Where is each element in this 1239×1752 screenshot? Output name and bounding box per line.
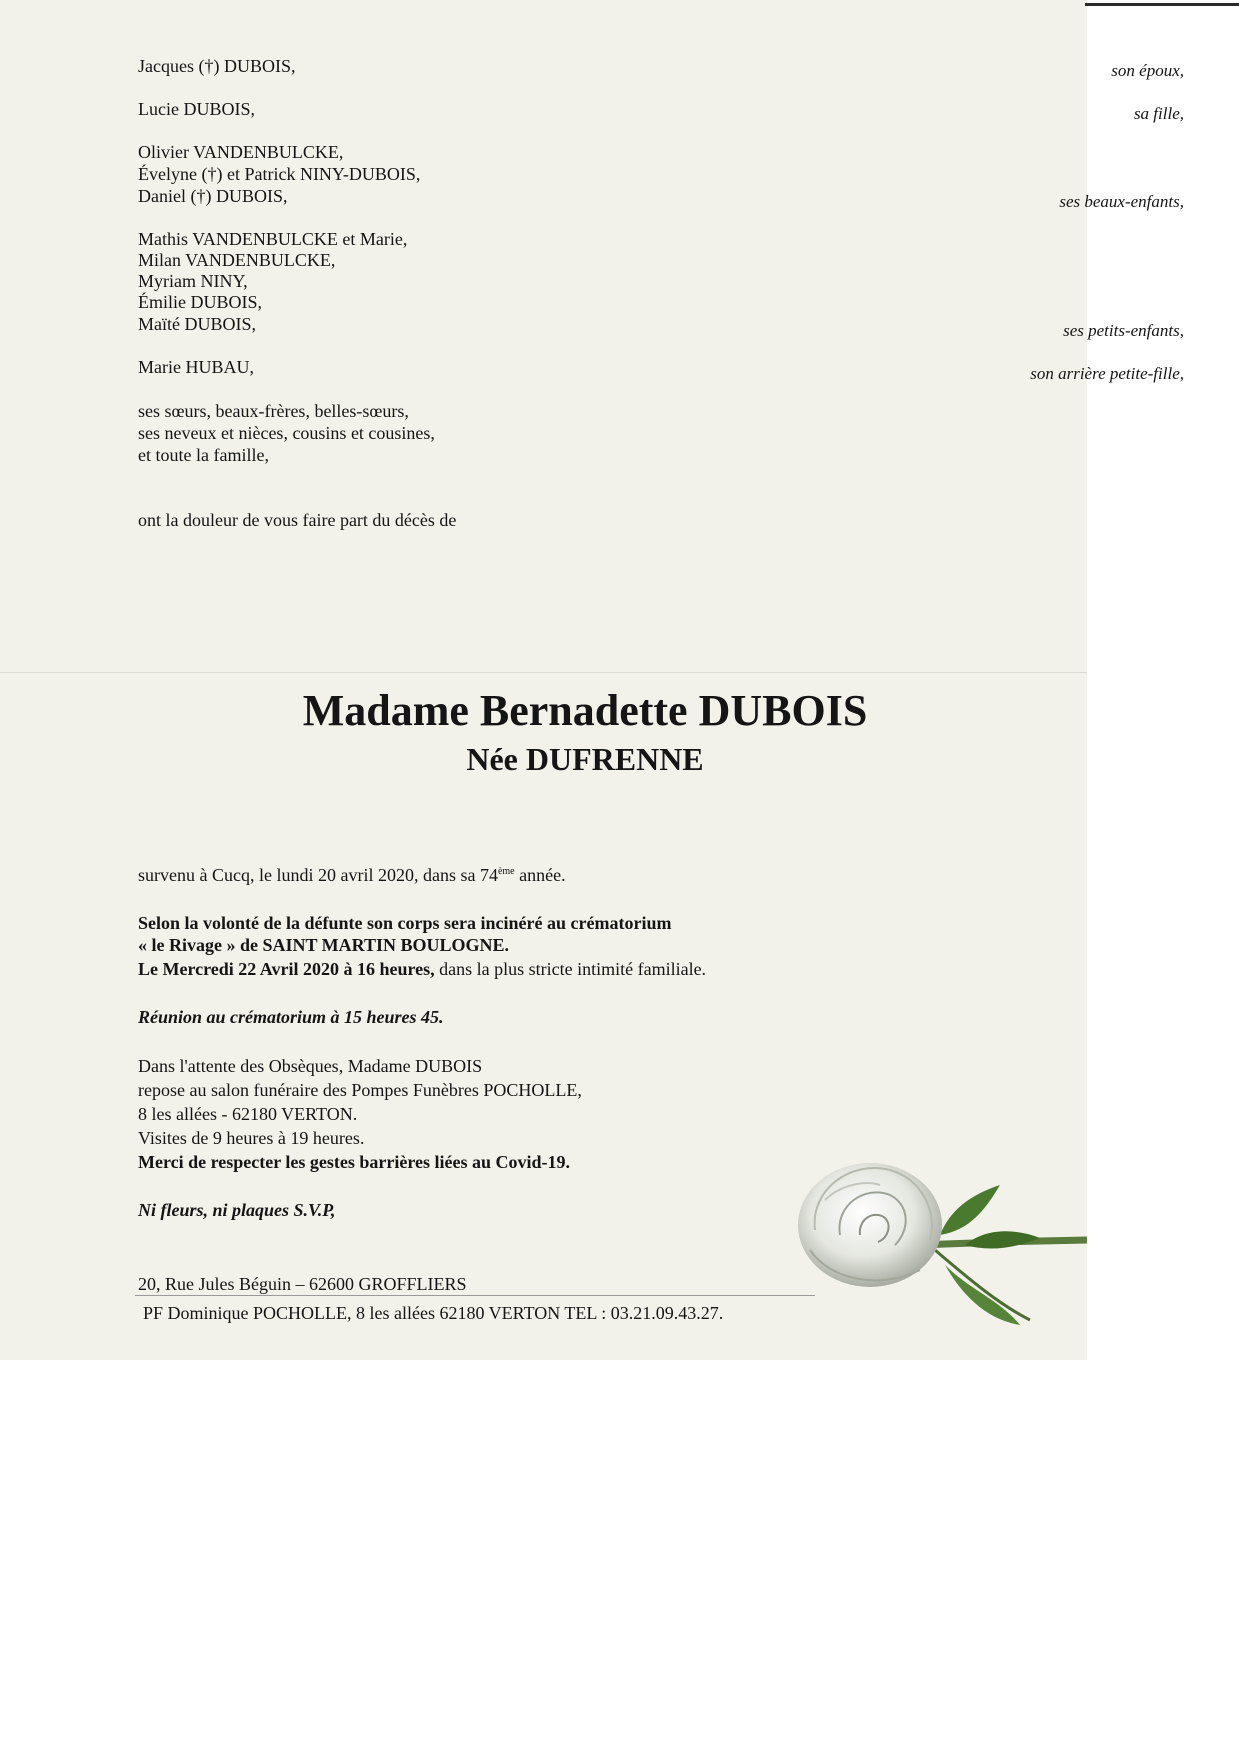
address-text: 20, Rue Jules Béguin – 62600 GROFFLIERS bbox=[138, 1274, 467, 1294]
no-flowers-notice: Ni fleurs, ni plaques S.V.P, bbox=[138, 1200, 336, 1220]
death-text: survenu à Cucq, le lundi 20 avril 2020, dans sa 74 bbox=[138, 865, 498, 885]
family-line: Émilie DUBOIS, bbox=[138, 292, 262, 312]
meeting-text: Réunion au crématorium à 15 heures 45. bbox=[138, 1007, 444, 1027]
family-line: Daniel (†) DUBOIS, bbox=[138, 186, 288, 206]
rose-icon bbox=[770, 1140, 1087, 1340]
family-line: Jacques (†) DUBOIS, bbox=[138, 56, 296, 76]
ceremony-date: Le Mercredi 22 Avril 2020 à 16 heures, bbox=[138, 959, 435, 979]
family-line: Évelyne (†) et Patrick NINY-DUBOIS, bbox=[138, 164, 421, 184]
death-suffix: année. bbox=[514, 865, 566, 885]
relation-label: ses petits-enfants, bbox=[1063, 321, 1184, 340]
family-line: ses neveux et nièces, cousins et cousines, bbox=[138, 423, 435, 443]
family-line: Maïté DUBOIS, bbox=[138, 314, 256, 334]
separator-line bbox=[135, 1295, 815, 1296]
ceremony-line: Selon la volonté de la défunte son corps sera incinéré au crématorium bbox=[138, 913, 672, 933]
family-line: et toute la famille, bbox=[138, 445, 269, 465]
death-sup: ème bbox=[497, 866, 515, 877]
announcement-text: ont la douleur de vous faire part du décès de bbox=[138, 510, 457, 530]
death-info bbox=[138, 864, 566, 886]
relation-label: ses beaux-enfants, bbox=[1059, 192, 1184, 211]
family-line: ses sœurs, beaux-frères, belles-sœurs, bbox=[138, 401, 409, 421]
ceremony-date-line bbox=[138, 958, 706, 980]
family-line: Myriam NINY, bbox=[138, 271, 248, 291]
family-line: Mathis VANDENBULCKE et Marie, bbox=[138, 229, 408, 249]
relation-label: son époux, bbox=[1111, 61, 1184, 80]
rest-line: 8 les allées - 62180 VERTON. bbox=[138, 1104, 358, 1124]
deceased-name: Madame Bernadette DUBOIS bbox=[302, 686, 868, 735]
ceremony-line: « le Rivage » de SAINT MARTIN BOULOGNE. bbox=[138, 935, 510, 955]
rest-line: Dans l'attente des Obsèques, Madame DUBOIS bbox=[138, 1056, 483, 1076]
family-line: Lucie DUBOIS, bbox=[138, 99, 255, 119]
fold-line bbox=[0, 672, 1087, 673]
family-line: Olivier VANDENBULCKE, bbox=[138, 142, 344, 162]
birth-name: Née DUFRENNE bbox=[466, 741, 704, 777]
relation-label: son arrière petite-fille, bbox=[1030, 364, 1184, 383]
top-edge-line bbox=[1085, 3, 1239, 6]
covid-notice: Merci de respecter les gestes barrières liées au Covid-19. bbox=[138, 1152, 571, 1172]
family-line: Milan VANDENBULCKE, bbox=[138, 250, 336, 270]
rest-line: Visites de 9 heures à 19 heures. bbox=[138, 1128, 365, 1148]
relation-label: sa fille, bbox=[1133, 104, 1184, 123]
funeral-home-text: PF Dominique POCHOLLE, 8 les allées 62180 VERTON TEL : 03.21.09.43.27. bbox=[143, 1303, 724, 1323]
ceremony-privacy: dans la plus stricte intimité familiale. bbox=[434, 959, 707, 979]
family-line: Marie HUBAU, bbox=[138, 357, 254, 377]
rest-line: repose au salon funéraire des Pompes Funèbres POCHOLLE, bbox=[138, 1080, 582, 1100]
